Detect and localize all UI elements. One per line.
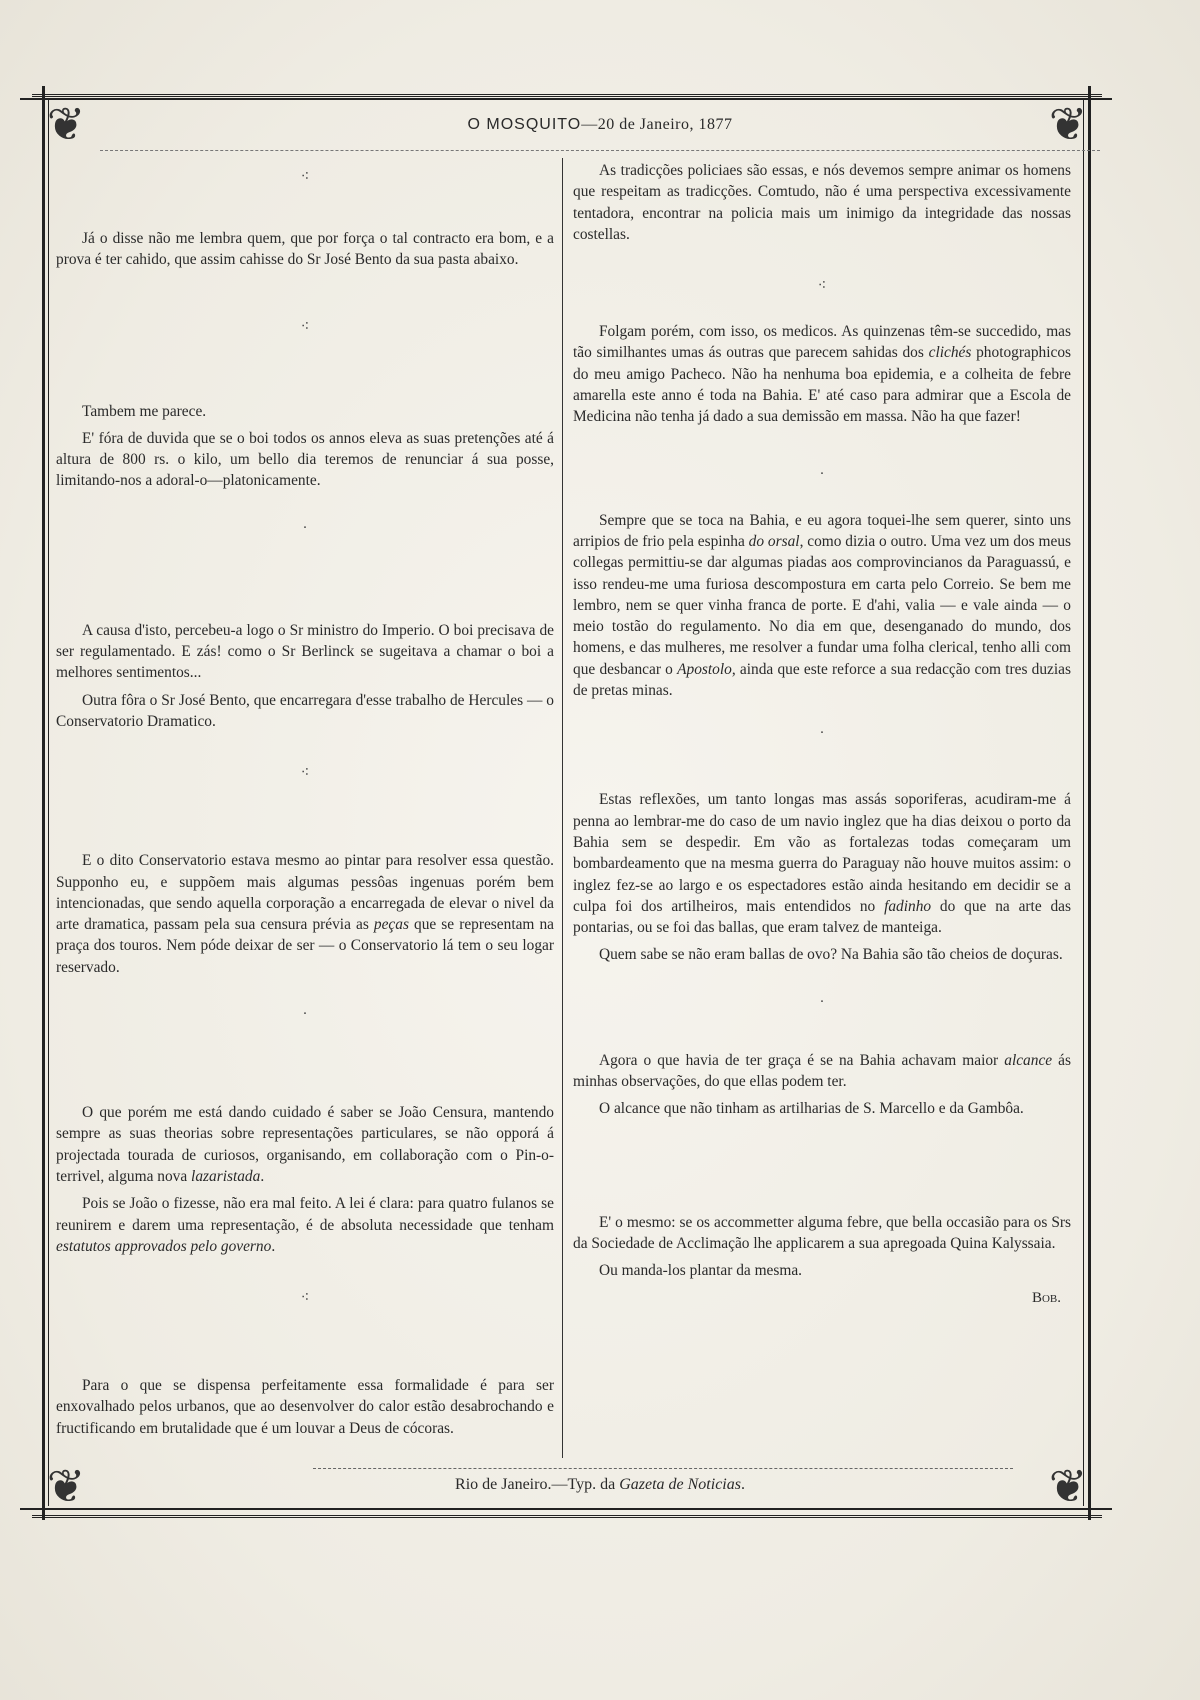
section-separator: · — [819, 465, 825, 482]
paragraph: E' fóra de duvida que se o boi todos os annos eleva as suas pretenções até á altura de 800 rs. o kilo, um bello dia teremos de renunciar á sua posse, limitando-nos a adoral-o—platonicamente. — [56, 429, 554, 490]
section-separator: ⁖ — [300, 169, 310, 185]
paragraph: E' o mesmo: se os accommetter alguma febre, que bella occasião para os Srs da Sociedade de Acclimação lhe applicarem a sua apregoada Quina Kalyssaia. — [573, 1213, 1071, 1252]
section-spacer — [573, 1126, 1071, 1212]
frame-left-line — [42, 86, 45, 1520]
newspaper-title: O MOSQUITO — [467, 116, 582, 133]
paragraph: Sempre que se toca na Bahia, e eu agora toquei-lhe sem querer, sinto uns arripios de frio pela espinha do orsal, como dizia o outro. Uma vez um dos meus collegas permittiu-se dar algumas piadas aos comprovincianos da Paraguassú, e isso rendeu-me uma furiosa descompostura em carta pelo Correio. Se bem me lembro, nem se quer vinha franca de porte. E d'ahi, valia — e vale ainda — o meio tostão do regulamento. No dia em que, desenganado do mundo, dos homens, e das mulheres, me resolver a fundar uma folha clerical, tenho alli com que desbancar o Apostolo, ainda que este reforce a sua redacção com tres duzias de pretas minas. — [573, 511, 1071, 700]
paragraph: Tambem me parece. — [82, 402, 207, 420]
imprint-footer: Rio de Janeiro.—Typ. da Gazeta de Noticias. — [455, 1476, 745, 1493]
paragraph: Ou manda-los plantar da mesma. — [599, 1262, 803, 1280]
right-column — [573, 160, 1071, 1309]
column-divider — [562, 158, 563, 1458]
frame-top-rule — [20, 98, 1112, 100]
section-separator: ⁖ — [817, 278, 827, 295]
paragraph: Para o que se dispensa perfeitamente essa formalidade é para ser enxovalhado pelos urbanos, que ao desenvolver do calor estão desabrochando e fructificando em brutalidade que é um louvar a Deus de cócoras. — [56, 1377, 554, 1437]
left-column — [56, 160, 554, 1445]
paragraph: As tradicções policiaes são essas, e nós devemos sempre animar os homens que respeitam as tradicções. Comtudo, não é uma perspectiva excessivamente tentadora, encontrar na policia mais um inimigo da integridade das nossas costellas. — [573, 162, 1071, 243]
section-separator: · — [819, 725, 825, 742]
section-separator: ⁖ — [300, 1290, 310, 1307]
floral-corner-icon: ❦ — [46, 1459, 86, 1513]
paragraph: Quem sabe se não eram ballas de ovo? Na Bahia são tão cheios de doçuras. — [599, 946, 1063, 964]
paragraph: O que porém me está dando cuidado é saber se João Censura, mantendo sempre as suas theorias sobre representações particulares, se não opporá á projectada tourada de curiosos, organisando, em collaboração com o Pin-o-terrivel, alguma nova lazaristada. — [56, 1104, 554, 1185]
paragraph: E o dito Conservatorio estava mesmo ao pintar para resolver essa questão. Supponho eu, e suppõem mais algumas pessôas ingenuas porém bem intencionadas, que sendo aquella corporação a encarregada de elevar o nivel da arte dramatica, passam pela sua censura prévia as peças que se representam na praça dos touros. Nem póde deixar de ser — o Conservatorio lá tem o seu logar reservado. — [56, 852, 554, 976]
floral-corner-icon: ❦ — [1048, 97, 1088, 151]
paragraph: Folgam porém, com isso, os medicos. As quinzenas têm-se succedido, mas tão similhantes umas ás outras que parecem sahidas dos clichés photographicos do meu amigo Pacheco. Não ha nenhuma boa epidemia, e a colheita de febre amarella este anno é toda na Bahia. E' até caso para admirar que a Escola de Medicina não tenha já dado a sua demissão em massa. Não ha que fazer! — [573, 323, 1072, 426]
section-separator: · — [819, 993, 825, 1010]
paragraph: Outra fôra o Sr José Bento, que encarregara d'esse trabalho de Hercules — o Conservatorio Dramatico. — [56, 691, 554, 730]
frame-right-inner-line — [1083, 100, 1084, 1506]
author-signature: Bob. — [1031, 1289, 1061, 1306]
page-header — [0, 114, 1200, 134]
paragraph: Estas reflexões, um tanto longas mas assás soporiferas, acudiram-me á penna ao lembrar-me do caso de um navio inglez que ha dias deixou o porto da Bahia sem se despedir. Em vão as fortalezas todas começaram um bombardeamento que na mesma guerra do Paraguay não houve muitos assim: o inglez fez-se ao largo e os espectadores estão ainda hesitando em decidir se a culpa foi dos artilheiros, mais entendidos no fadinho do que na arte das pontarias, ou se foi das ballas, que eram talvez de manteiga. — [573, 791, 1071, 937]
section-separator: ⁖ — [300, 765, 310, 782]
header-ornamental-rule — [100, 150, 1100, 157]
section-separator: ⁖ — [300, 318, 310, 335]
footer-rule — [313, 1468, 1013, 1469]
frame-right-line — [1088, 86, 1091, 1520]
paragraph: Já o disse não me lembra quem, que por força o tal contracto era bom, e a prova é ter cahido, que assim cahisse do Sr José Bento da sua pasta abaixo. — [56, 230, 554, 269]
floral-corner-icon: ❦ — [1048, 1459, 1088, 1513]
paragraph: A causa d'isto, percebeu-a logo o Sr ministro do Imperio. O boi precisava de ser regulamentado. E zás! como o Sr Berlinck se sugeitava a chamar o boi a melhores sentimentos... — [56, 621, 554, 682]
section-separator: · — [302, 519, 308, 536]
paragraph: Agora o que havia de ter graça é se na Bahia achavam maior alcance ás minhas observações, do que ellas podem ter. — [573, 1051, 1071, 1091]
paragraph: O alcance que não tinham as artilharias de S. Marcello e da Gambôa. — [599, 1100, 1024, 1118]
paragraph: Pois se João o fizesse, não era mal feito. A lei é clara: para quatro fulanos se reunirem e darem uma representação, é de absoluta necessidade que tenham estatutos approvados pelo governo. — [56, 1195, 554, 1255]
frame-bottom-rule — [20, 1508, 1112, 1510]
section-separator: · — [302, 1006, 308, 1023]
frame-left-inner-line — [48, 100, 49, 1506]
floral-corner-icon: ❦ — [46, 97, 86, 151]
issue-date: —20 de Janeiro, 1877 — [581, 116, 733, 133]
